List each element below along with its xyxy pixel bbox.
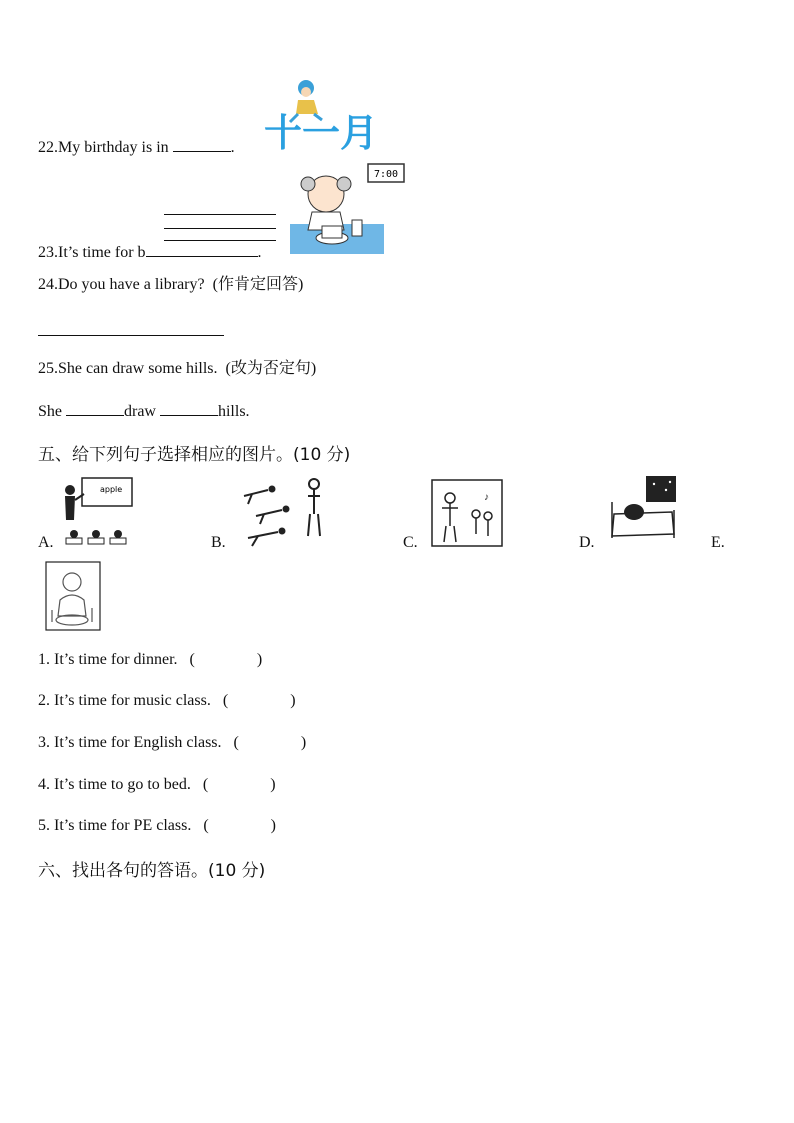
bedtime-picture — [608, 474, 680, 544]
option-d-label: D. — [579, 534, 595, 551]
match-question-5: 5. It’s time for PE class. ( ) — [38, 817, 276, 834]
question-23: 23.It’s time for b . — [38, 244, 262, 261]
music-class-picture — [430, 478, 504, 548]
answer-blank[interactable] — [146, 242, 258, 257]
november-label: 十一月 — [264, 111, 379, 155]
writing-line — [164, 240, 276, 241]
match-question-3: 3. It’s time for English class. ( ) — [38, 734, 307, 751]
question-22-text: 22.My birthday is in — [38, 139, 173, 156]
board-word: apple — [100, 485, 123, 494]
answer-blank[interactable] — [173, 137, 231, 152]
clock-time: 7:00 — [373, 169, 399, 180]
question-22: 22.My birthday is in . — [38, 139, 235, 156]
answer-line[interactable] — [38, 335, 224, 336]
option-b-label: B. — [211, 534, 226, 551]
writing-line — [164, 214, 276, 215]
section-6-title: 六、找出各句的答语。(10 分) — [38, 861, 266, 881]
match-question-2: 2. It’s time for music class. ( ) — [38, 692, 296, 709]
november-picture — [262, 78, 379, 155]
section-5-title: 五、给下列句子选择相应的图片。(10 分) — [38, 445, 351, 465]
hint: (改为否定句) — [225, 360, 317, 377]
match-question-4: 4. It’s time to go to bed. ( ) — [38, 776, 276, 793]
english-class-picture — [56, 474, 136, 548]
question-24: 24.Do you have a library? (作肯定回答) — [38, 276, 304, 293]
question-25-answer: She draw hills. — [38, 403, 250, 420]
question-25: 25.She can draw some hills. (改为否定句) — [38, 360, 317, 377]
dinner-picture — [44, 560, 102, 632]
writing-line — [164, 228, 276, 229]
pe-class-picture — [238, 474, 332, 548]
answer-blank[interactable] — [66, 401, 124, 416]
hint: (作肯定回答) — [212, 276, 304, 293]
option-e-label: E. — [711, 534, 725, 551]
answer-blank[interactable] — [160, 401, 218, 416]
option-c-label: C. — [403, 534, 418, 551]
breakfast-picture — [288, 160, 406, 256]
svg-text:♪: ♪ — [484, 492, 489, 503]
option-a-label: A. — [38, 534, 54, 551]
match-question-1: 1. It’s time for dinner. ( ) — [38, 651, 263, 668]
